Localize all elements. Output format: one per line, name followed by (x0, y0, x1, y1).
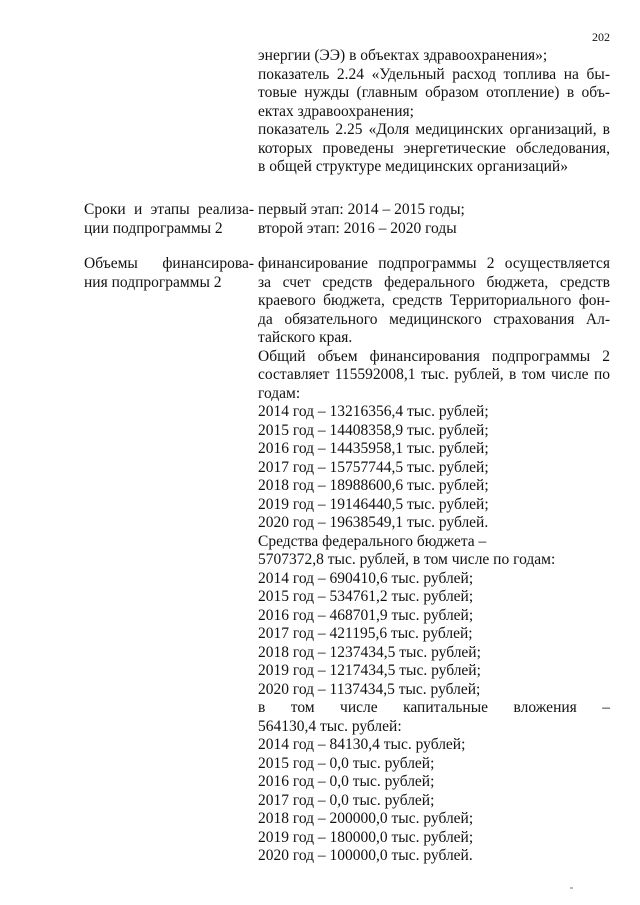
year-line: 2020 год – 19638549,1 тыс. рублей. (258, 514, 489, 531)
year-line: 2015 год – 0,0 тыс. рублей; (258, 754, 435, 772)
year-line: 2018 год – 1237434,5 тыс. рублей; (258, 643, 481, 661)
label-line: Объемы финансирова- (84, 255, 254, 272)
text-line: второй этап: 2016 – 2020 годы (258, 219, 457, 237)
year-line: 2016 год – 468701,9 тыс. рублей; (258, 606, 474, 624)
year-line: 2018 год – 200000,0 тыс. рублей; (258, 810, 474, 827)
year-line: 2017 год – 0,0 тыс. рублей; (258, 791, 435, 809)
year-line: 2014 год – 690410,6 тыс. рублей; (258, 569, 474, 587)
text-line: да обязательного медицинского страхования Ал- (258, 310, 610, 328)
text-line: в общей структуре медицинских организаций» (258, 158, 568, 175)
indicators-continuation (258, 47, 610, 177)
label-line: ции подпрограммы 2 (84, 219, 223, 237)
year-line: 2016 год – 0,0 тыс. рублей; (258, 773, 435, 790)
scan-speck (570, 887, 573, 889)
year-line: 2020 год – 100000,0 тыс. рублей. (258, 847, 473, 864)
label-line: Сроки и этапы реализа- (84, 201, 254, 218)
text-line: финансирование подпрограммы 2 осуществляется (258, 255, 610, 272)
text-line: составляет 115592008,1 тыс. рублей, в том числе по (258, 366, 610, 383)
year-line: 2018 год – 18988600,6 тыс. рублей; (258, 477, 489, 494)
text-line: 564130,4 тыс. рублей: (258, 717, 402, 735)
year-line: 2017 год – 421195,6 тыс. рублей; (258, 625, 473, 642)
year-line: 2014 год – 13216356,4 тыс. рублей; (258, 403, 489, 420)
text-line: показатель 2.24 «Удельный расход топлива на бы- (258, 65, 610, 83)
text-line: краевого бюджета, средств Территориального фон- (258, 292, 610, 309)
year-line: 2014 год – 84130,4 тыс. рублей; (258, 736, 466, 753)
year-line: 2019 год – 1217434,5 тыс. рублей; (258, 662, 481, 679)
text-line: за счет средств федерального бюджета, средств (258, 273, 610, 291)
text-line: показатель 2.25 «Доля медицинских организаций, в (258, 121, 610, 138)
text-line: которых проведены энергетические обследования, (258, 139, 610, 157)
volumes-label (84, 255, 254, 292)
year-line: 2020 год – 1137434,5 тыс. рублей; (258, 680, 481, 698)
terms-value (258, 201, 610, 238)
year-line: 2019 год – 19146440,5 тыс. рублей; (258, 495, 489, 513)
terms-label (84, 201, 254, 238)
text-line: тайского края. (258, 329, 353, 346)
page-number: 202 (592, 30, 610, 44)
year-line: 2019 год – 180000,0 тыс. рублей; (258, 828, 474, 846)
volumes-value (258, 255, 610, 866)
year-line: 2015 год – 534761,2 тыс. рублей; (258, 588, 474, 605)
text-line: 5707372,8 тыс. рублей, в том числе по годам: (258, 551, 556, 568)
text-line: в том числе капитальные вложения – (258, 699, 610, 716)
year-line: 2015 год – 14408358,9 тыс. рублей; (258, 421, 489, 439)
text-line: годам: (258, 384, 301, 402)
year-line: 2016 год – 14435958,1 тыс. рублей; (258, 440, 489, 457)
text-line: ектах здравоохранения; (258, 102, 414, 120)
text-line: товые нужды (главным образом отопление) в объ- (258, 84, 610, 101)
text-line: Средства федерального бюджета – (258, 532, 487, 550)
text-line: первый этап: 2014 – 2015 годы; (258, 201, 465, 218)
label-line: ния подпрограммы 2 (84, 273, 222, 291)
year-line: 2017 год – 15757744,5 тыс. рублей; (258, 458, 489, 476)
text-line: энергии (ЭЭ) в объектах здравоохранения»; (258, 47, 548, 64)
text-line: Общий объем финансирования подпрограммы 2 (258, 347, 610, 365)
